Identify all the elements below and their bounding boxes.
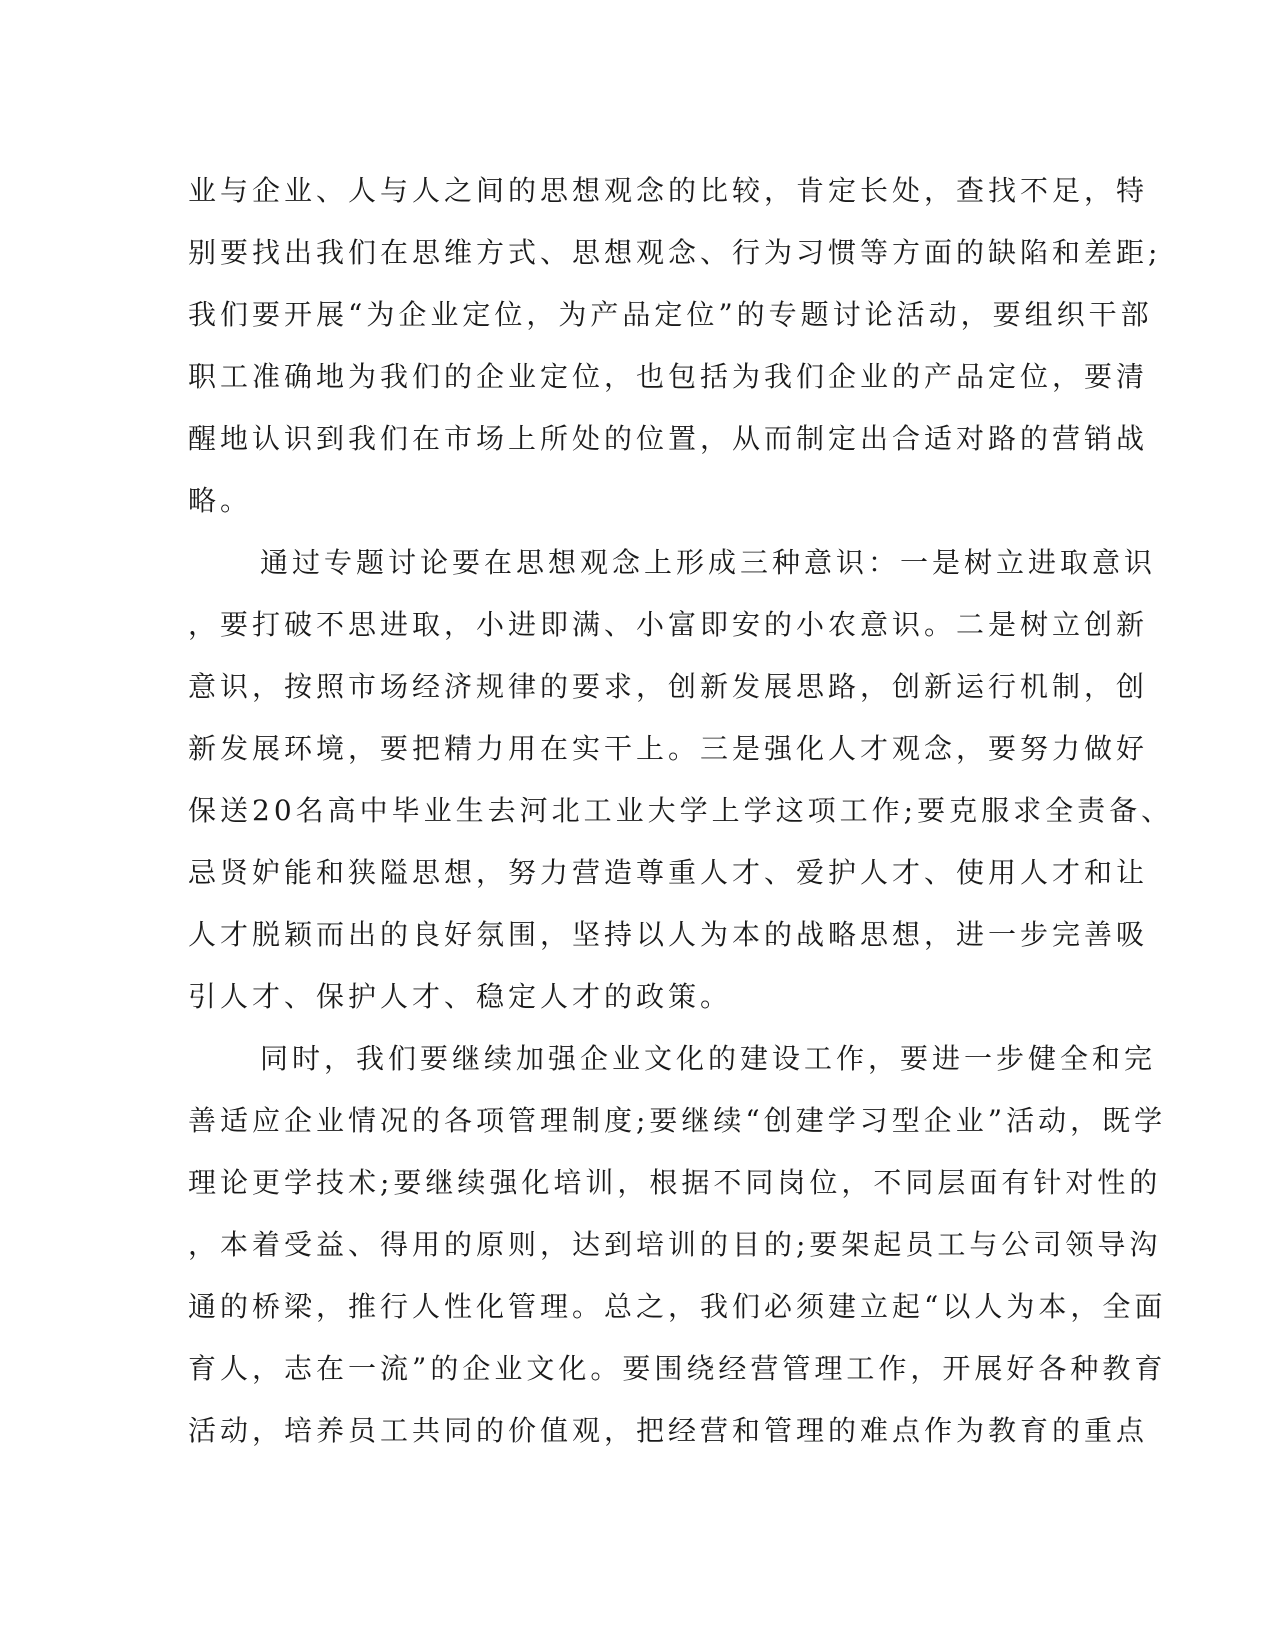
text-line: 忌贤妒能和狭隘思想，努力营造尊重人才、爱护人才、使用人才和让 (188, 856, 1149, 889)
text-line: 通的桥梁，推行人性化管理。总之，我们必须建立起“以人为本，全面 (188, 1290, 1167, 1323)
text-line: 理论更学技术;要继续强化培训，根据不同岗位，不同层面有针对性的 (188, 1166, 1162, 1199)
text-line: 业与企业、人与人之间的思想观念的比较，肯定长处，查找不足，特 (188, 174, 1149, 207)
text-line: ，要打破不思进取，小进即满、小富即安的小农意识。二是树立创新 (188, 608, 1149, 641)
text-line: 别要找出我们在思维方式、思想观念、行为习惯等方面的缺陷和差距; (188, 236, 1162, 269)
text-line: 新发展环境，要把精力用在实干上。三是强化人才观念，要努力做好 (188, 732, 1149, 765)
text-line: 通过专题讨论要在思想观念上形成三种意识：一是树立进取意识 (260, 546, 1157, 579)
paragraph-2 (188, 532, 1174, 1028)
text-line: 育人，志在一流”的企业文化。要围绕经营管理工作，开展好各种教育 (188, 1352, 1167, 1385)
text-line: 保送20名高中毕业生去河北工业大学上学这项工作;要克服求全责备、 (188, 794, 1174, 827)
text-line: 略。 (188, 484, 253, 517)
body-text (188, 160, 1174, 1462)
text-line: 我们要开展“为企业定位，为产品定位”的专题讨论活动，要组织干部 (188, 298, 1153, 331)
text-line: 善适应企业情况的各项管理制度;要继续“创建学习型企业”活动，既学 (188, 1104, 1167, 1137)
text-line: 意识，按照市场经济规律的要求，创新发展思路，创新运行机制，创 (188, 670, 1149, 703)
paragraph-1 (188, 160, 1162, 532)
paragraph-3 (188, 1028, 1167, 1462)
text-line: 引人才、保护人才、稳定人才的政策。 (188, 980, 733, 1013)
text-line: 同时，我们要继续加强企业文化的建设工作，要进一步健全和完 (260, 1042, 1157, 1075)
text-line: ，本着受益、得用的原则，达到培训的目的;要架起员工与公司领导沟 (188, 1228, 1162, 1261)
text-line: 职工准确地为我们的企业定位，也包括为我们企业的产品定位，要清 (188, 360, 1149, 393)
text-line: 醒地认识到我们在市场上所处的位置，从而制定出合适对路的营销战 (188, 422, 1149, 455)
text-line: 人才脱颖而出的良好氛围，坚持以人为本的战略思想，进一步完善吸 (188, 918, 1149, 951)
text-line: 活动，培养员工共同的价值观，把经营和管理的难点作为教育的重点 (188, 1414, 1149, 1447)
